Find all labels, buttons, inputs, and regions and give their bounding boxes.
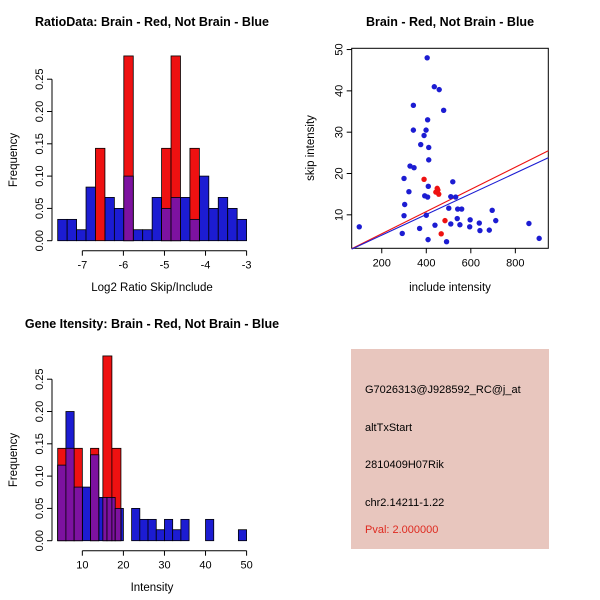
scatter-point-blue bbox=[487, 227, 492, 232]
locus-text: chr2.14211-1.22 bbox=[365, 497, 445, 509]
scatter-point-blue bbox=[477, 220, 482, 225]
y-tick-label: 30 bbox=[333, 126, 346, 139]
scatter-point-blue bbox=[423, 127, 428, 132]
scatter-point-blue bbox=[467, 217, 472, 222]
y-tick-label: 0.15 bbox=[34, 133, 46, 155]
scatter-point-blue bbox=[441, 108, 446, 113]
ratio-hist-title: RatioData: Brain - Red, Not Brain - Blue bbox=[34, 15, 270, 29]
plot-box bbox=[352, 48, 549, 248]
hist-bar-blue bbox=[206, 519, 214, 540]
scatter-point-red bbox=[421, 177, 426, 182]
scatter-point-blue bbox=[459, 206, 464, 211]
scatter-point-blue bbox=[425, 117, 430, 122]
x-tick-label: -3 bbox=[241, 259, 252, 272]
scatter-ylabel: skip intensity bbox=[305, 115, 317, 181]
scatter-point-blue bbox=[477, 228, 482, 233]
x-tick-label: 50 bbox=[240, 559, 253, 572]
hist-bar-blue bbox=[181, 519, 189, 540]
scatter-point-blue bbox=[411, 127, 416, 132]
scatter-point-blue bbox=[424, 213, 429, 218]
y-tick-label: 0.25 bbox=[34, 368, 46, 390]
hist-bar-blue bbox=[132, 508, 140, 540]
hist-bar-overlap bbox=[91, 455, 99, 541]
scatter-point-blue bbox=[536, 236, 541, 241]
gene-hist-xlabel: Intensity bbox=[130, 582, 174, 594]
panel-ratio-histogram bbox=[8, 15, 269, 294]
scatter-point-red bbox=[439, 231, 444, 236]
gene-symbol-text: 2810409H07Rik bbox=[365, 459, 444, 471]
scatter-point-blue bbox=[432, 222, 437, 227]
x-tick-label: -6 bbox=[118, 259, 129, 272]
hist-bar-overlap bbox=[171, 197, 180, 240]
scatter-point-blue bbox=[400, 231, 405, 236]
x-tick-label: 200 bbox=[372, 257, 391, 270]
hist-bar-blue bbox=[86, 187, 95, 241]
hist-bar-overlap bbox=[112, 497, 115, 540]
gene-hist-title: Gene Itensity: Brain - Red, Not Brain - Blue bbox=[24, 317, 280, 331]
scatter-point-blue bbox=[457, 222, 462, 227]
hist-bar-blue bbox=[209, 208, 218, 240]
scatter-point-blue bbox=[448, 221, 453, 226]
scatter-point-blue bbox=[437, 87, 442, 92]
hist-bar-blue bbox=[173, 530, 181, 541]
x-tick-label: 600 bbox=[461, 257, 480, 270]
scatter-point-blue bbox=[402, 202, 407, 207]
scatter-point-red bbox=[436, 191, 441, 196]
ratio-hist-ylabel: Frequency bbox=[8, 132, 20, 188]
hist-bar-blue bbox=[218, 197, 227, 240]
scatter-point-red bbox=[442, 218, 447, 223]
scatter-point-blue bbox=[453, 194, 458, 199]
ratio-hist-xlabel: Log2 Ratio Skip/Include bbox=[91, 282, 213, 294]
gene-info-panel bbox=[351, 349, 549, 549]
y-tick-label: 0.00 bbox=[34, 229, 46, 252]
x-tick-label: 40 bbox=[199, 559, 212, 572]
y-tick-label: 0.25 bbox=[34, 68, 46, 90]
scatter-point-blue bbox=[418, 142, 423, 147]
hist-bar-overlap bbox=[115, 508, 121, 540]
hist-bar-blue bbox=[77, 230, 86, 241]
scatter-point-blue bbox=[426, 157, 431, 162]
scatter-point-blue bbox=[357, 224, 362, 229]
event-type-text: altTxStart bbox=[365, 422, 413, 434]
scatter-point-blue bbox=[401, 176, 406, 181]
scatter-point-blue bbox=[446, 206, 451, 211]
panel-intensity-scatter bbox=[305, 15, 548, 294]
scatter-point-blue bbox=[448, 194, 453, 199]
hist-bar-blue bbox=[58, 219, 67, 240]
scatter-point-blue bbox=[444, 239, 449, 244]
hist-bar-overlap bbox=[58, 465, 66, 541]
y-tick-label: 20 bbox=[333, 167, 346, 180]
scatter-point-blue bbox=[467, 224, 472, 229]
hist-bar-overlap bbox=[66, 448, 74, 540]
y-tick-label: 40 bbox=[333, 84, 346, 97]
scatter-point-blue bbox=[417, 226, 422, 231]
scatter-point-blue bbox=[489, 208, 494, 213]
pval-text: Pval: 2.000000 bbox=[365, 524, 439, 536]
x-tick-label: -5 bbox=[159, 259, 170, 272]
hist-bar-blue bbox=[67, 219, 76, 240]
hist-bar-blue bbox=[237, 219, 246, 240]
scatter-point-blue bbox=[426, 184, 431, 189]
hist-bar-overlap bbox=[190, 219, 199, 240]
scatter-xlabel: include intensity bbox=[409, 282, 491, 294]
hist-bar-blue bbox=[228, 208, 237, 240]
hist-bar-blue bbox=[143, 230, 152, 241]
hist-bar-overlap bbox=[74, 487, 82, 541]
scatter-point-blue bbox=[432, 84, 437, 89]
x-tick-label: -4 bbox=[200, 259, 211, 272]
y-tick-label: 10 bbox=[333, 208, 346, 221]
hist-bar-overlap bbox=[103, 497, 107, 540]
scatter-point-blue bbox=[426, 145, 431, 150]
hist-bar-blue bbox=[199, 176, 208, 241]
x-tick-label: 10 bbox=[76, 559, 89, 572]
hist-bar-blue bbox=[238, 530, 246, 541]
scatter-point-blue bbox=[526, 221, 531, 226]
hist-bar-overlap bbox=[124, 176, 133, 241]
scatter-point-blue bbox=[425, 194, 430, 199]
hist-bar-blue bbox=[148, 519, 156, 540]
y-tick-label: 0.00 bbox=[34, 529, 46, 552]
panel-gene-intensity-histogram bbox=[8, 317, 279, 594]
scatter-point-blue bbox=[425, 237, 430, 242]
y-tick-label: 0.05 bbox=[34, 197, 46, 220]
scatter-point-blue bbox=[406, 189, 411, 194]
y-tick-label: 0.20 bbox=[34, 100, 46, 123]
probe-id-text: G7026313@J928592_RC@j_at bbox=[365, 384, 521, 396]
x-tick-label: 20 bbox=[117, 559, 130, 572]
gene-hist-plot bbox=[34, 356, 253, 572]
hist-bar-red bbox=[95, 148, 104, 240]
hist-bar-blue bbox=[152, 197, 161, 240]
y-tick-label: 0.20 bbox=[34, 400, 46, 423]
hist-bar-blue bbox=[164, 519, 172, 540]
x-tick-label: 30 bbox=[158, 559, 171, 572]
x-tick-label: 800 bbox=[506, 257, 525, 270]
y-tick-label: 0.10 bbox=[34, 465, 46, 487]
hist-bar-overlap bbox=[162, 208, 171, 240]
hist-bar-blue bbox=[156, 530, 164, 541]
scatter-plot bbox=[334, 43, 549, 269]
gene-hist-ylabel: Frequency bbox=[8, 432, 20, 488]
hist-bar-overlap bbox=[107, 497, 112, 540]
hist-bar-blue bbox=[82, 487, 90, 541]
x-tick-label: 400 bbox=[417, 257, 436, 270]
y-tick-label: 0.15 bbox=[34, 433, 46, 455]
x-tick-label: -7 bbox=[77, 259, 88, 272]
hist-bar-blue bbox=[114, 208, 123, 240]
y-tick-label: 0.10 bbox=[34, 165, 46, 187]
scatter-point-blue bbox=[421, 133, 426, 138]
scatter-point-blue bbox=[411, 103, 416, 108]
hist-bar-blue bbox=[180, 197, 189, 240]
scatter-point-blue bbox=[455, 216, 460, 221]
scatter-point-blue bbox=[424, 55, 429, 60]
scatter-point-blue bbox=[401, 213, 406, 218]
y-tick-label: 50 bbox=[333, 43, 346, 56]
not-brain-fit-line bbox=[352, 158, 549, 249]
scatter-title: Brain - Red, Not Brain - Blue bbox=[365, 15, 535, 29]
hist-bar-blue bbox=[140, 519, 148, 540]
hist-bar-blue bbox=[133, 230, 142, 241]
scatter-point-blue bbox=[411, 165, 416, 170]
hist-bar-blue bbox=[105, 197, 114, 240]
y-tick-label: 0.05 bbox=[34, 497, 46, 520]
scatter-point-blue bbox=[450, 179, 455, 184]
ratio-hist-plot bbox=[34, 56, 251, 272]
brain-fit-line bbox=[352, 151, 549, 249]
scatter-point-blue bbox=[493, 218, 498, 223]
